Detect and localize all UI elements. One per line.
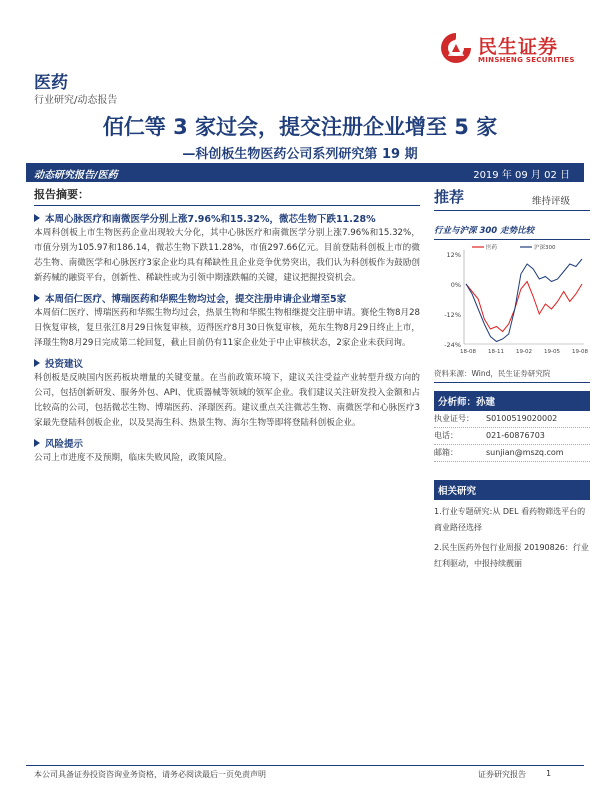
section-body: 本周佰仁医疗、博瑞医药和华熙生物均过会，热景生物和华熙生物相继提交注册申请。赛伦生物8月28日恢复审核，复旦张江8月29日恢复审核，迈得医疗8月30日恢复审核，苑东生物8月29日终止上市，泽璟生物8月29日完成第二轮回复，截止目前仍有11家企业处于中止审核状态，2家企业未获问询。 xyxy=(34,308,420,348)
section-title: 投资建议 xyxy=(45,359,84,370)
rating-row xyxy=(434,186,590,211)
brand-logo-icon xyxy=(438,30,474,66)
page-number: 1 xyxy=(546,769,552,778)
brand-name: 民生证券 xyxy=(478,36,559,58)
legend-label: 沪深300 xyxy=(534,245,556,251)
section-body: 科创板是反映国内医药板块增量的关键变量。在当前政策环境下，建议关注受益产业转型升级方向的公司，包括创新研发、服务外包、API、优质器械等领域的领军企业。我们建议关注研发投入金额和占比较高的公司，包括微芯生物、博瑞医药、泽璟医药。建议重点关注微芯生物、南微医学和心脉医疗3家最先登陆科创板企业，以及昊海生科、热景生物、海尔生物等即将登陆科创板企业。 xyxy=(34,373,420,428)
section-title: 风险提示 xyxy=(45,439,84,450)
x-tick-label: 18-11 xyxy=(488,349,504,355)
report-date: 2019 年 09 月 02 日 xyxy=(473,170,570,181)
brand-name-en: MINSHENG SECURITIES xyxy=(478,56,575,64)
rating-label: 推荐 xyxy=(434,188,465,206)
triangle-bullet-icon xyxy=(34,294,40,302)
y-tick-label: 12% xyxy=(446,251,461,259)
section-body: 本周科创板上市生物医药企业出现较大分化，其中心脉医疗和南微医学分别上涨7.96%和15.32%，市值分别为105.97和186.14，微芯生物下跌11.28%，市值297.66亿元。目前登陆科创板上市的微芯生物、南微医学和心脉医疗3家企业均具有稀缺性且企业竞争优势突出，我们认为科创板作为鼓励创新药械的融资平台，创新性、稀缺性或为引领中期涨跌幅的关键，建议把握投资机会。 xyxy=(34,228,420,283)
rating-sub: 维持评级 xyxy=(531,196,570,207)
x-tick-label: 19-02 xyxy=(516,349,532,355)
trend-chart-svg xyxy=(434,240,590,365)
sector-label: 医药 xyxy=(34,73,68,93)
chart-source: 资料来源：Wind，民生证券研究院 xyxy=(434,365,590,383)
chart-heading: 行业与沪深 300 走势比较 xyxy=(434,221,590,240)
footer-label: 证券研究报告 xyxy=(478,770,526,779)
related-heading: 相关研究 xyxy=(434,480,590,500)
summary-section-head xyxy=(34,436,420,450)
summary-section-head xyxy=(34,211,420,225)
summary-section-head xyxy=(34,291,420,305)
report-subtitle: —科创板生物医药公司系列研究第 19 期 xyxy=(182,147,418,162)
analyst-value: S0100519020002 xyxy=(486,414,558,423)
summary-heading: 报告摘要： xyxy=(34,186,420,206)
summary-section-head xyxy=(34,356,420,370)
section-title: 本周心脉医疗和南微医学分别上涨7.96%和15.32%，微芯生物下跌11.28% xyxy=(45,214,376,225)
x-tick-label: 19-08 xyxy=(572,349,588,355)
analyst-heading: 分析师：孙建 xyxy=(434,391,590,411)
sidebar-column xyxy=(434,186,590,572)
analyst-row xyxy=(434,411,590,428)
analyst-row xyxy=(434,445,590,462)
series-line-hs300 xyxy=(466,259,582,342)
legend-label: 医药 xyxy=(486,245,498,251)
footer-divider xyxy=(26,765,584,766)
y-tick-label: -24% xyxy=(444,341,461,349)
section-body: 公司上市进度不及预期，临床失败风险，政策风险。 xyxy=(34,453,232,463)
report-category: 动态研究报告/医药 xyxy=(34,170,118,181)
analyst-email[interactable]: sunjian@mszq.com xyxy=(486,448,564,457)
summary-column xyxy=(34,186,420,468)
triangle-bullet-icon xyxy=(34,439,40,447)
x-tick-label: 19-05 xyxy=(544,349,560,355)
y-tick-label: -12% xyxy=(444,311,461,319)
related-item[interactable]: 2.民生医药外包行业周报 20190826：行业红利驱动，中报持续靓丽 xyxy=(434,543,589,568)
report-title: 佰仁等 3 家过会，提交注册企业增至 5 家 xyxy=(102,115,498,139)
analyst-value: 021-60876703 xyxy=(486,431,545,440)
analyst-key: 电话： xyxy=(434,431,458,440)
analyst-key: 执业证号： xyxy=(434,414,474,423)
related-item[interactable]: 1.行业专题研究:从 DEL 看药物筛选平台的商业路径选择 xyxy=(434,507,586,532)
triangle-bullet-icon xyxy=(34,359,40,367)
x-tick-label: 18-08 xyxy=(460,349,476,355)
trend-chart xyxy=(434,240,590,365)
section-title: 本周佰仁医疗、博瑞医药和华熙生物均过会，提交注册申请企业增至5家 xyxy=(45,294,347,305)
footer-disclaimer: 本公司具备证券投资咨询业务资格，请务必阅读最后一页免责声明 xyxy=(34,770,266,779)
triangle-bullet-icon xyxy=(34,214,40,222)
analyst-row xyxy=(434,428,590,445)
analyst-key: 邮箱： xyxy=(434,448,458,457)
y-tick-label: 0% xyxy=(450,281,461,289)
report-type: 行业研究/动态报告 xyxy=(34,95,118,106)
series-line-pharma xyxy=(466,282,582,332)
